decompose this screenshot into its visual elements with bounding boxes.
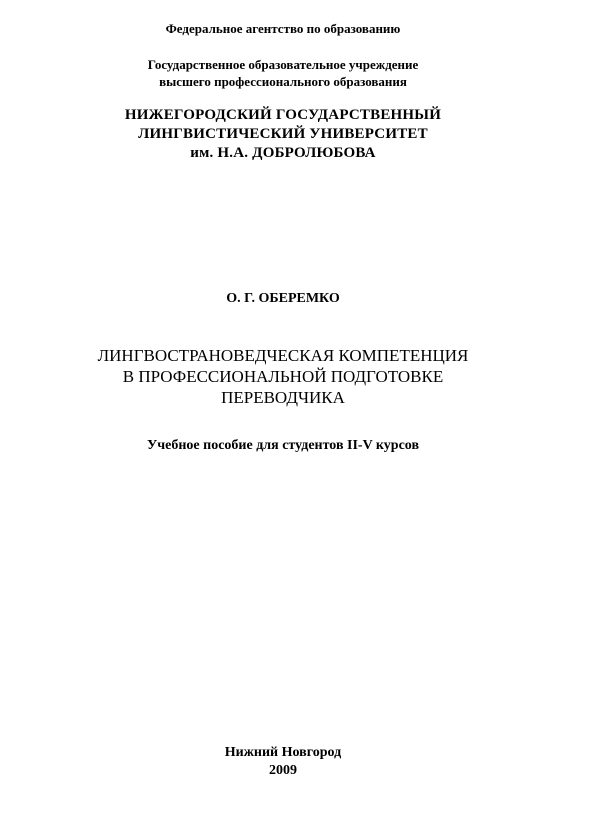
institution-line-2: высшего профессионального образования — [159, 74, 407, 89]
university-line-1: НИЖЕГОРОДСКИЙ ГОСУДАРСТВЕННЫЙ — [124, 107, 442, 123]
university-name — [0, 106, 566, 163]
book-title — [0, 345, 566, 408]
university-line-2: ЛИНГВИСТИЧЕСКИЙ УНИВЕРСИТЕТ — [138, 126, 428, 142]
subtitle-line: Учебное пособие для студентов II-V курсов — [146, 438, 420, 453]
author-name — [0, 290, 566, 308]
agency-name — [0, 20, 566, 37]
institution-line-1: Государственное образовательное учреждение — [147, 57, 419, 72]
author-line: О. Г. ОБЕРЕМКО — [226, 291, 340, 306]
institution-type — [0, 56, 566, 90]
city-line: Нижний Новгород — [224, 745, 342, 760]
title-line-3: ПЕРЕВОДЧИКА — [221, 388, 345, 407]
publication-city — [0, 744, 566, 762]
year-line: 2009 — [269, 763, 297, 778]
university-line-3: им. Н.А. ДОБРОЛЮБОВА — [190, 145, 376, 161]
agency-line: Федеральное агентство по образованию — [165, 21, 401, 36]
title-line-1: ЛИНГВОСТРАНОВЕДЧЕСКАЯ КОМПЕТЕНЦИЯ — [97, 346, 469, 365]
publication-year — [0, 762, 566, 780]
book-subtitle — [0, 437, 566, 455]
title-line-2: В ПРОФЕССИОНАЛЬНОЙ ПОДГОТОВКЕ — [122, 367, 444, 386]
